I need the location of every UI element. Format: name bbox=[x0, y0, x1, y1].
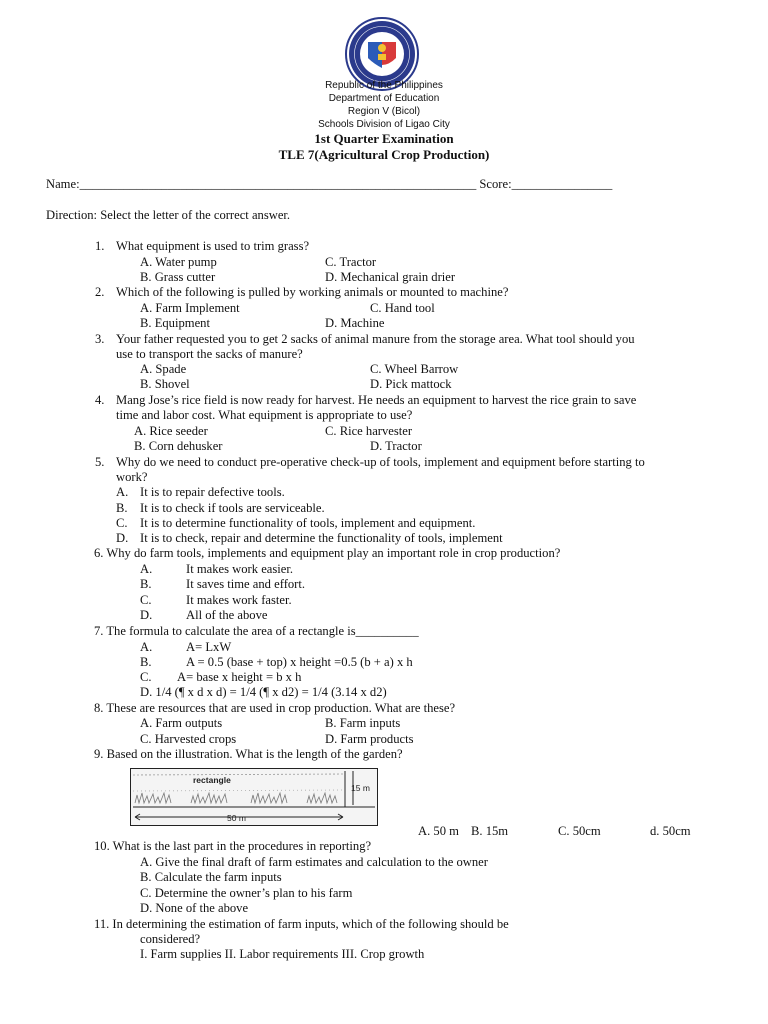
q3-text-line2: use to transport the sacks of manure? bbox=[116, 347, 303, 361]
q4-option-c: C. Rice harvester bbox=[325, 424, 413, 438]
q7-option-d: D. 1/4 (¶ x d x d) = 1/4 (¶ x d2) = 1/4 (3.14 x d2) bbox=[140, 685, 387, 699]
q4-text-line2: time and labor cost. What equipment is appropriate to use? bbox=[116, 408, 413, 422]
q10-option-c: C. Determine the owner’s plan to his farm bbox=[140, 886, 353, 900]
q10-option-a: A. Give the final draft of farm estimates and calculation to the owner bbox=[140, 855, 488, 869]
header-region: Region V (Bicol) bbox=[347, 106, 421, 117]
direction-text: Direction: Select the letter of the correct answer. bbox=[46, 208, 291, 222]
q5-option-c: It is to determine functionality of tools, implement and equipment. bbox=[140, 516, 476, 530]
q1-option-d: D. Mechanical grain drier bbox=[325, 270, 456, 284]
q5-number: 5. bbox=[95, 455, 105, 469]
q10-option-b: B. Calculate the farm inputs bbox=[140, 870, 282, 884]
q8-option-d: D. Farm products bbox=[325, 732, 414, 746]
q4-number: 4. bbox=[95, 393, 105, 407]
q7-option-a: A= LxW bbox=[186, 640, 232, 654]
q8-text: 8. These are resources that are used in crop production. What are these? bbox=[94, 701, 456, 715]
q8-option-b: B. Farm inputs bbox=[325, 716, 401, 730]
q9-option-d: d. 50cm bbox=[650, 824, 691, 838]
q6-option-c-letter: C. bbox=[140, 593, 152, 607]
q4-option-b: B. Corn dehusker bbox=[134, 439, 223, 453]
q3-option-c: C. Wheel Barrow bbox=[370, 362, 459, 376]
q1-option-c: C. Tractor bbox=[325, 255, 377, 269]
garden-sketch bbox=[131, 769, 377, 825]
q5-option-b-letter: B. bbox=[116, 501, 128, 515]
q11-text-line2: considered? bbox=[140, 932, 201, 946]
header-department: Department of Education bbox=[328, 93, 440, 104]
illustration-label: rectangle bbox=[193, 775, 231, 785]
q1-number: 1. bbox=[95, 239, 105, 253]
q5-option-d-letter: D. bbox=[116, 531, 129, 545]
q1-option-a: A. Water pump bbox=[140, 255, 217, 269]
q1-text: What equipment is used to trim grass? bbox=[116, 239, 310, 253]
q5-option-a: It is to repair defective tools. bbox=[140, 485, 285, 499]
q4-option-a: A. Rice seeder bbox=[134, 424, 208, 438]
q2-text: Which of the following is pulled by working animals or mounted to machine? bbox=[116, 285, 509, 299]
q6-option-a: It makes work easier. bbox=[186, 562, 294, 576]
q7-option-c: A= base x height = b x h bbox=[177, 670, 302, 684]
q2-option-c: C. Hand tool bbox=[370, 301, 435, 315]
header-republic: Republic of the Philippines bbox=[325, 80, 443, 91]
q7-option-b: A = 0.5 (base + top) x height =0.5 (b + a) x h bbox=[186, 655, 413, 669]
q5-option-d: It is to check, repair and determine the functionality of tools, implement bbox=[140, 531, 503, 545]
q8-option-a: A. Farm outputs bbox=[140, 716, 223, 730]
q9-option-b: B. 15m bbox=[471, 824, 509, 838]
q9-text: 9. Based on the illustration. What is the length of the garden? bbox=[94, 747, 403, 761]
q11-roman-items: I. Farm supplies II. Labor requirements III. Crop growth bbox=[140, 947, 425, 961]
q6-text: 6. Why do farm tools, implements and equipment play an important role in crop production? bbox=[94, 546, 561, 560]
q3-number: 3. bbox=[95, 332, 105, 346]
q4-option-d: D. Tractor bbox=[370, 439, 422, 453]
q5-text-line1: Why do we need to conduct pre-operative check-up of tools, implement and equipment before starting to bbox=[116, 455, 645, 469]
q10-option-d: D. None of the above bbox=[140, 901, 249, 915]
q8-option-c: C. Harvested crops bbox=[140, 732, 237, 746]
q6-option-c: It makes work faster. bbox=[186, 593, 292, 607]
q6-option-d-letter: D. bbox=[140, 608, 153, 622]
name-score-line: Name:_______________________________________________________________ Score:________________ bbox=[46, 177, 613, 191]
q5-option-a-letter: A. bbox=[116, 485, 129, 499]
q5-option-c-letter: C. bbox=[116, 516, 128, 530]
q2-number: 2. bbox=[95, 285, 105, 299]
q5-text-line2: work? bbox=[116, 470, 148, 484]
q3-option-b: B. Shovel bbox=[140, 377, 190, 391]
q7-option-c-letter: C. bbox=[140, 670, 152, 684]
q7-text: 7. The formula to calculate the area of a rectangle is__________ bbox=[94, 624, 419, 638]
q9-option-a: A. 50 m bbox=[418, 824, 459, 838]
q2-option-b: B. Equipment bbox=[140, 316, 210, 330]
q1-option-b: B. Grass cutter bbox=[140, 270, 216, 284]
q7-option-b-letter: B. bbox=[140, 655, 152, 669]
illustration-height-label: 15 m bbox=[351, 783, 370, 793]
q11-text-line1: 11. In determining the estimation of farm inputs, which of the following should be bbox=[94, 917, 509, 931]
garden-illustration bbox=[130, 768, 378, 826]
exam-title: 1st Quarter Examination bbox=[314, 131, 454, 146]
q3-option-d: D. Pick mattock bbox=[370, 377, 452, 391]
q5-option-b: It is to check if tools are serviceable. bbox=[140, 501, 325, 515]
illustration-width-label: 50 m bbox=[227, 813, 246, 823]
q6-option-b: It saves time and effort. bbox=[186, 577, 306, 591]
q2-option-d: D. Machine bbox=[325, 316, 385, 330]
subject-title: TLE 7(Agricultural Crop Production) bbox=[278, 147, 490, 162]
q7-option-a-letter: A. bbox=[140, 640, 153, 654]
q6-option-d: All of the above bbox=[186, 608, 268, 622]
q3-text-line1: Your father requested you to get 2 sacks of animal manure from the storage area. What tool should you bbox=[116, 332, 635, 346]
header-division: Schools Division of Ligao City bbox=[318, 119, 450, 130]
q10-text: 10. What is the last part in the procedures in reporting? bbox=[94, 839, 372, 853]
q2-option-a: A. Farm Implement bbox=[140, 301, 240, 315]
q4-text-line1: Mang Jose’s rice field is now ready for harvest. He needs an equipment to harvest the rice grain to save bbox=[116, 393, 637, 407]
q6-option-a-letter: A. bbox=[140, 562, 153, 576]
q9-option-c: C. 50cm bbox=[558, 824, 601, 838]
q3-option-a: A. Spade bbox=[140, 362, 187, 376]
q6-option-b-letter: B. bbox=[140, 577, 152, 591]
